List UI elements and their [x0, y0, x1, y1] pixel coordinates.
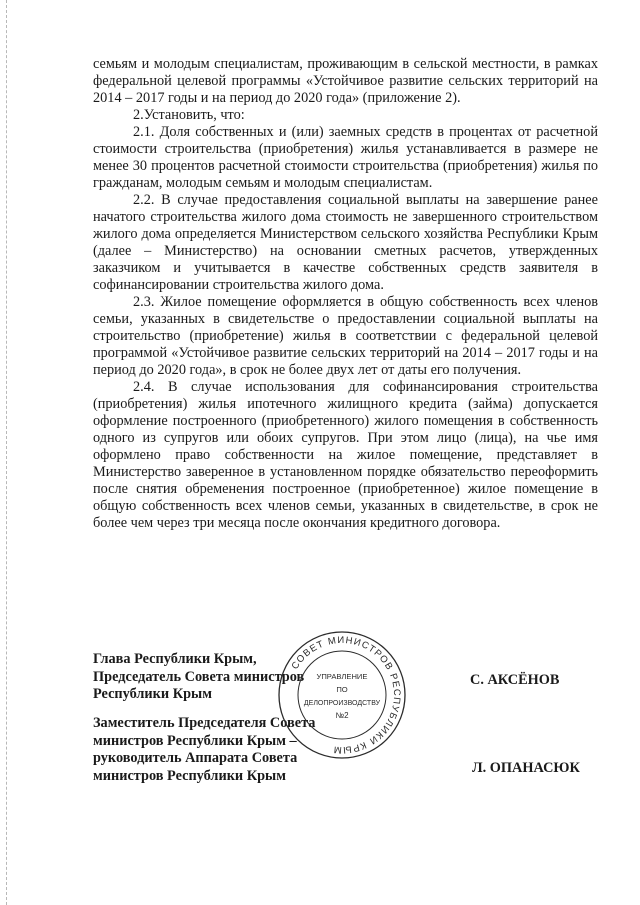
- stamp-center-line: №2: [335, 711, 349, 720]
- paragraph-2-4: 2.4. В случае использования для софинансирования строительства (приобретения) жилья ипотечного жилищного кредита (займа) допускается оформление построенного (приобретенного) жилого помещения в собственность одного из супругов или обоих супругов. При этом лицо (лица), на чье имя оформлено право собственности на жилое помещение, представляет в Министерство заверенное в установленном порядке обязательство переоформить после снятия обременения построенное (приобретенное) жилое помещение в общую собственность всех членов семьи, указанных в свидетельстве, в срок не более чем через три месяца после окончания кредитного договора.: [93, 379, 598, 531]
- stamp-inner-ring: [298, 651, 386, 739]
- signatory-name-opanasyuk: Л. ОПАНАСЮК: [472, 760, 580, 776]
- signature-title-line: Республики Крым: [93, 686, 212, 702]
- page-edge-line: [6, 0, 8, 905]
- stamp-center-line: ДЕЛОПРОИЗВОДСТВУ: [303, 700, 381, 707]
- seal-stamp: [276, 629, 408, 761]
- paragraph-establish: 2.Установить, что:: [133, 107, 245, 123]
- paragraph-2-3: 2.3. Жилое помещение оформляется в общую собственность всех членов семьи, указанных в свидетельстве о предоставлении социальной выплаты на строительство (приобретение) жилья в соответствии с федеральной целевой программой «Устойчивое развитие сельских территорий на 2014 – 2017 годы и на период до 2020 года», в срок не более двух лет от даты его получения.: [93, 294, 598, 378]
- paragraph-2-2: 2.2. В случае предоставления социальной выплаты на завершение ранее начатого строительства жилого дома стоимость не завершенного строительством жилого дома определяется Министерством сельского хозяйства Республики Крым (далее – Министерство) на основании сметных расчетов, утвержденных заказчиком и учитывается в качестве собственных средств заявителя в софинансировании строительства жилого дома.: [93, 192, 598, 293]
- signature-title-line: Заместитель Председателя Совета: [93, 715, 316, 731]
- signature-title-line: министров Республики Крым –: [93, 732, 297, 749]
- signatory-name-aksenov: С. АКСЁНОВ: [470, 672, 560, 688]
- signature-block-head: [93, 651, 304, 704]
- stamp-ring-text: СОВЕТ МИНИСТРОВ РЕСПУБЛИКИ КРЫМ: [289, 634, 403, 756]
- signature-title-line: Глава Республики Крым,: [93, 651, 257, 667]
- signature-title-line: руководитель Аппарата Совета: [93, 750, 298, 766]
- stamp-center-line: ПО: [336, 685, 348, 694]
- signature-title-line: министров Республики Крым: [93, 767, 286, 784]
- signature-title-line: Председатель Совета министров: [93, 668, 305, 685]
- document-body: [93, 56, 598, 532]
- paragraph-continuation: семьям и молодым специалистам, проживающим в сельской местности, в рамках федеральной целевой программы «Устойчивое развитие сельских территорий на 2014 – 2017 годы и на период до 2020 года» (приложение 2).: [93, 56, 598, 106]
- paragraph-2-1: 2.1. Доля собственных и (или) заемных средств в процентах от расчетной стоимости строительства (приобретения) жилья устанавливается в размере не менее 30 процентов расчетной стоимости строительства (приобретения) жилья по гражданам, молодым семьям и молодым специалистам.: [93, 124, 598, 191]
- stamp-center-line: УПРАВЛЕНИЕ: [316, 672, 368, 681]
